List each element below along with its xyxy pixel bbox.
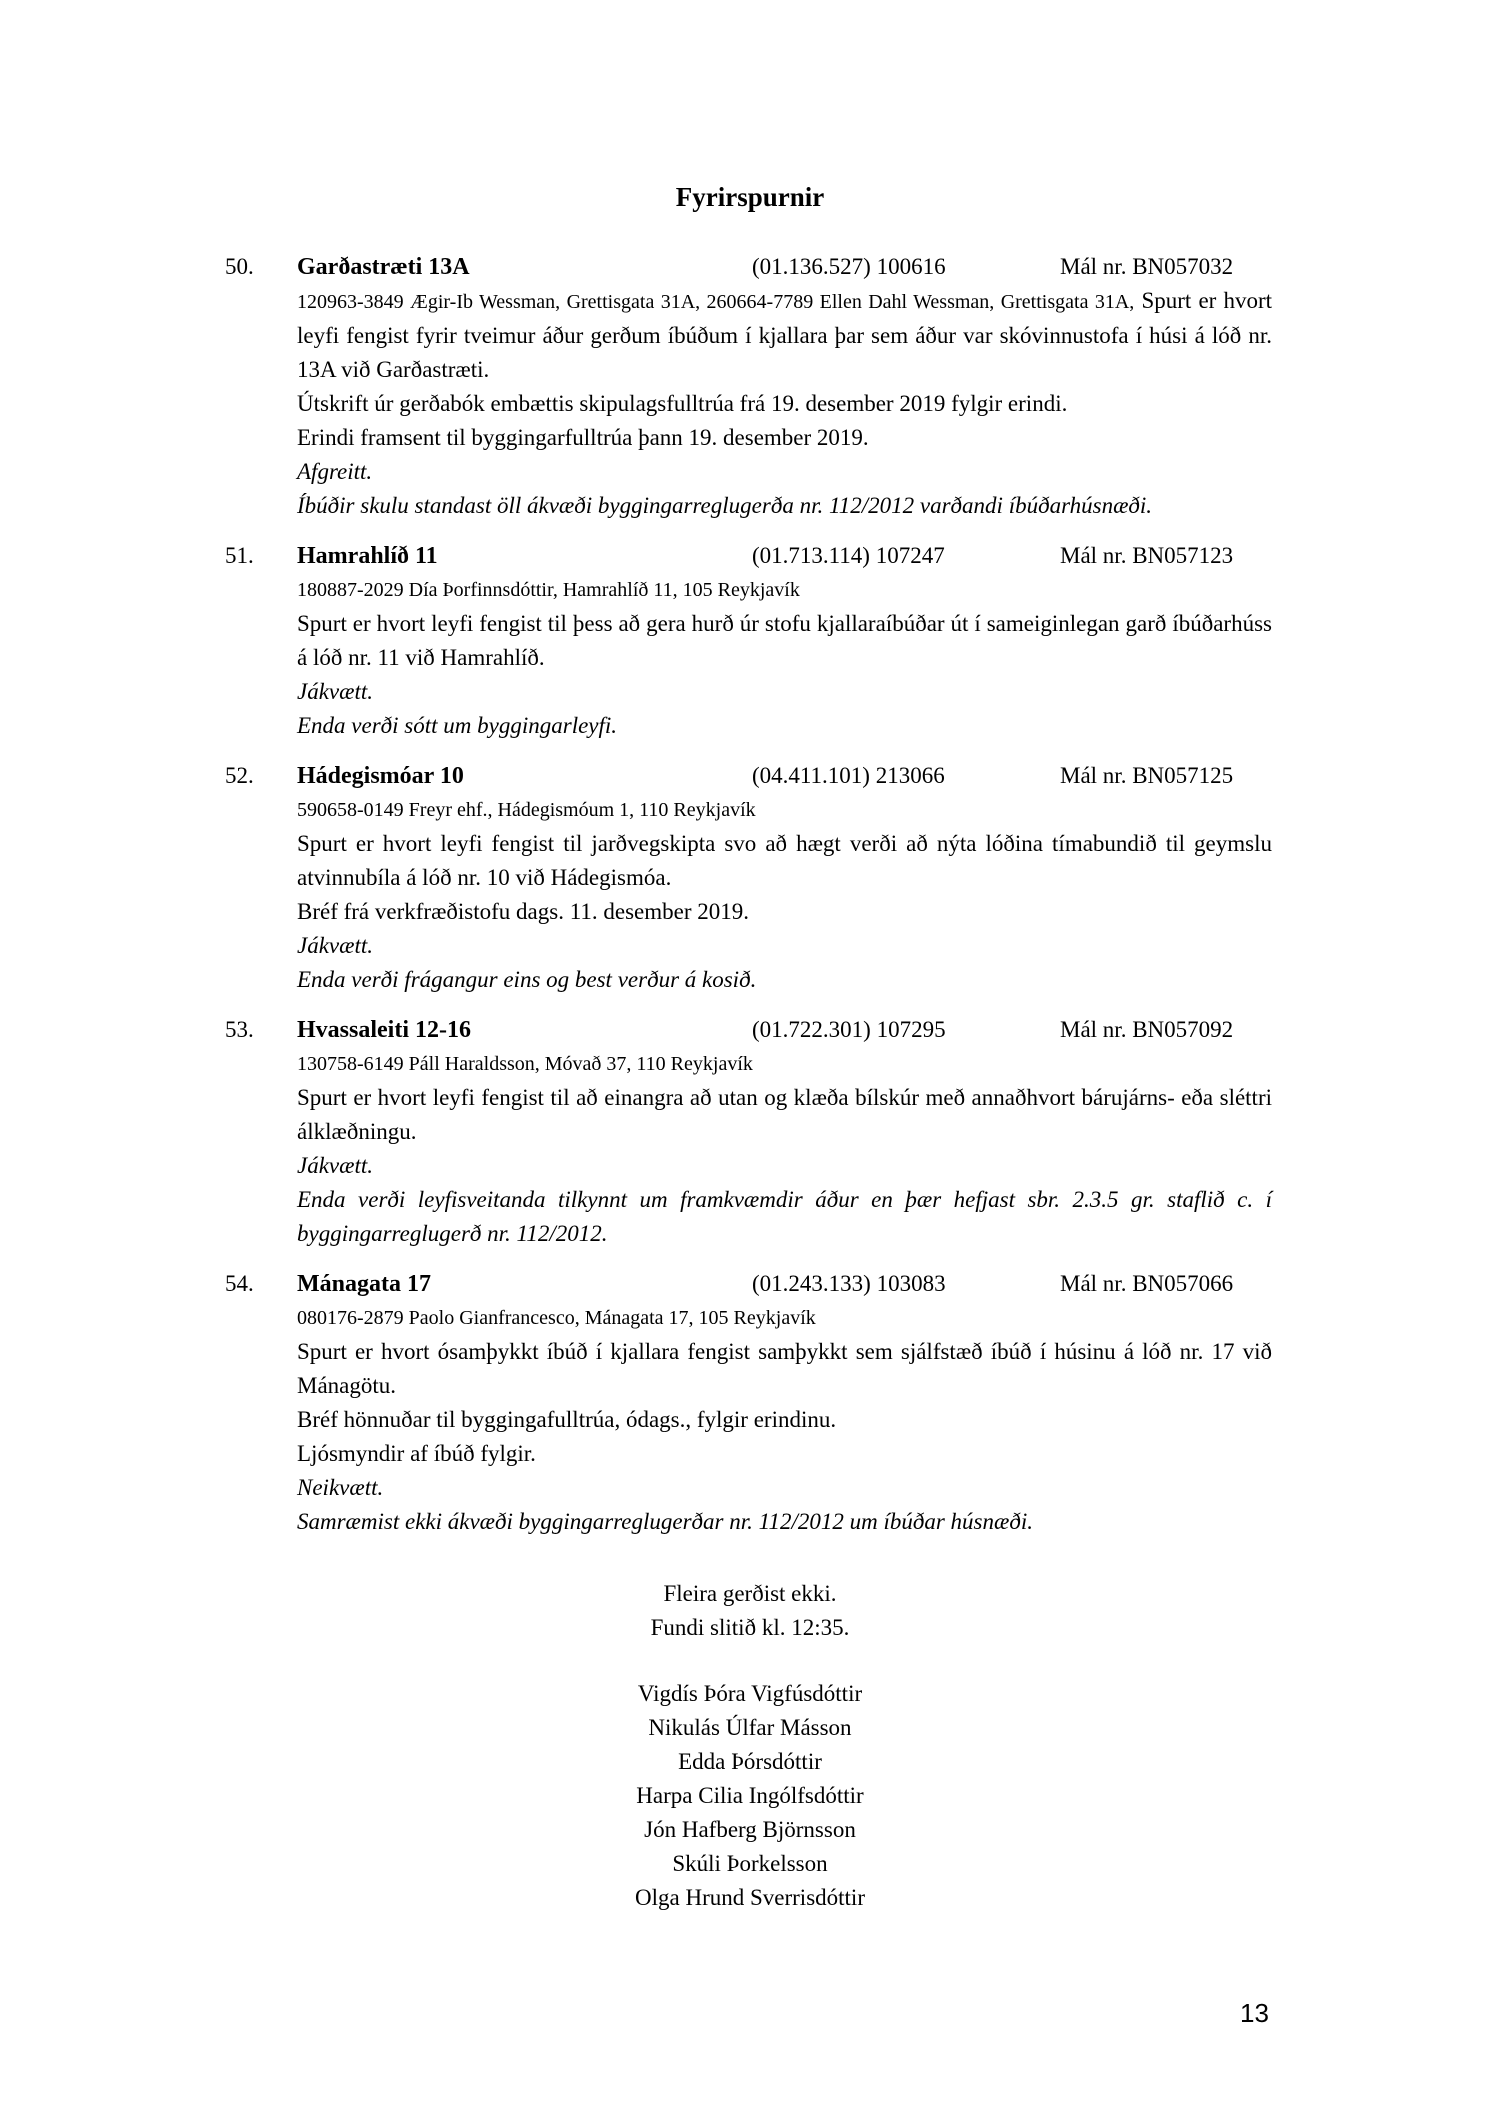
item-number: 51. [225,543,254,568]
item-case-number: Mál nr. BN057123 [1060,543,1234,568]
owner-info: 130758-6149 Páll Haraldsson, Móvað 37, 110 Reykjavík [297,1053,753,1075]
decision-text: Jákvætt. [297,1153,373,1178]
signature-name: Vigdís Þóra Vigfúsdóttir [637,1681,863,1706]
note-text: Útskrift úr gerðabók embættis skipulagsfulltrúa frá 19. desember 2019 fylgir erindi. [297,391,1068,416]
decision-text: Jákvætt. [297,679,373,704]
case-item-body [297,284,1272,523]
decision-note-text: Enda verði frágangur eins og best verður á kosið. [297,967,757,992]
decision-note-text: Enda verði leyfisveitanda tilkynnt um framkvæmdir áður en þær hefjast sbr. 2.3.5 gr. staflið c. í byggingarreglugerð nr. 112/2012. [297,1187,1272,1246]
item-case-number: Mál nr. BN057032 [1060,254,1234,279]
case-item-header [225,250,1272,284]
item-address: Hvassaleiti 12-16 [297,1017,471,1043]
closing-line: Fleira gerðist ekki. [663,1581,837,1606]
signature-list [0,1677,1500,1915]
item-number: 54. [225,1271,254,1296]
case-item-body [297,1301,1272,1539]
query-text: Spurt er hvort leyfi fengist til jarðvegskipta svo að hægt verði að nýta lóðina tímabundið til geymslu atvinnubíla á lóð nr. 10 við Hádegismóa. [297,831,1272,890]
case-item-header [225,759,1272,793]
case-item-50 [225,250,1272,523]
item-code: (01.713.114) 107247 [752,543,945,568]
note-text: Ljósmyndir af íbúð fylgir. [297,1441,536,1466]
decision-text: Afgreitt. [297,459,373,484]
query-text: Spurt er hvort leyfi fengist til að einangra að utan og klæða bílskúr með annaðhvort bárujárns- eða sléttri álklæðningu. [297,1085,1272,1144]
case-item-body [297,1047,1272,1251]
item-address: Hádegismóar 10 [297,763,464,789]
item-address: Garðastræti 13A [297,254,470,280]
item-address: Mánagata 17 [297,1271,431,1297]
note-text: Bréf hönnuðar til byggingafulltrúa, ódags., fylgir erindinu. [297,1407,837,1432]
item-code: (01.722.301) 107295 [752,1017,946,1042]
owner-info: 080176-2879 Paolo Gianfrancesco, Mánagata 17, 105 Reykjavík [297,1307,816,1329]
case-item-51 [225,539,1272,743]
case-item-header [225,539,1272,573]
case-item-53 [225,1013,1272,1251]
signature-name: Nikulás Úlfar Másson [648,1715,852,1740]
query-text: Spurt er hvort ósamþykkt íbúð í kjallara fengist samþykkt sem sjálfstæð íbúð í húsinu á lóð nr. 17 við Mánagötu. [297,1339,1272,1398]
decision-note-text: Íbúðir skulu standast öll ákvæði byggingarreglugerða nr. 112/2012 varðandi íbúðarhúsnæði. [297,493,1153,518]
query-paragraph [297,284,1272,387]
note-text: Erindi framsent til byggingarfulltrúa þann 19. desember 2019. [297,425,869,450]
closing-line: Fundi slitið kl. 12:35. [650,1615,850,1640]
case-item-header [225,1267,1272,1301]
case-item-header [225,1013,1272,1047]
owner-info: 120963-3849 Ægir-Ib Wessman, Grettisgata 31A, 260664-7789 Ellen Dahl Wessman, Grettisgata 31A, [297,291,1135,313]
decision-note-text: Enda verði sótt um byggingarleyfi. [297,713,618,738]
signature-name: Jón Hafberg Björnsson [644,1817,856,1842]
case-items [0,250,1272,1539]
item-case-number: Mál nr. BN057125 [1060,763,1234,788]
signature-name: Olga Hrund Sverrisdóttir [635,1885,865,1910]
case-item-52 [225,759,1272,997]
item-case-number: Mál nr. BN057092 [1060,1017,1234,1042]
item-number: 50. [225,254,254,279]
item-number: 53. [225,1017,254,1042]
closing-section [0,1577,1500,1915]
signature-name: Harpa Cilia Ingólfsdóttir [636,1783,864,1808]
item-number: 52. [225,763,254,788]
item-code: (04.411.101) 213066 [752,763,945,788]
item-case-number: Mál nr. BN057066 [1060,1271,1234,1296]
case-item-54 [225,1267,1272,1539]
owner-info: 590658-0149 Freyr ehf., Hádegismóum 1, 110 Reykjavík [297,799,756,821]
query-text: Spurt er hvort leyfi fengist fyrir tveimur áður gerðum íbúðum í kjallara þar sem áður var skóvinnustofa í húsi á lóð nr. 13A við Garðastræti. [297,288,1273,382]
item-code: (01.136.527) 100616 [752,254,946,279]
case-item-body [297,793,1272,997]
query-text: Spurt er hvort leyfi fengist til þess að gera hurð úr stofu kjallaraíbúðar út í sameiginlegan garð íbúðarhúss á lóð nr. 11 við Hamrahlíð. [297,611,1272,670]
page-number: 13 [1240,1998,1269,2028]
signature-name: Skúli Þorkelsson [672,1851,828,1876]
decision-note-text: Samræmist ekki ákvæði byggingarreglugerðar nr. 112/2012 um íbúðar húsnæði. [297,1509,1033,1534]
case-item-body [297,573,1272,743]
decision-text: Jákvætt. [297,933,373,958]
owner-info: 180887-2029 Día Þorfinnsdóttir, Hamrahlíð 11, 105 Reykjavík [297,579,800,601]
signature-name: Edda Þórsdóttir [678,1749,822,1774]
item-address: Hamrahlíð 11 [297,543,438,569]
page-title: Fyrirspurnir [675,182,825,212]
decision-text: Neikvætt. [297,1475,384,1500]
note-text: Bréf frá verkfræðistofu dags. 11. desember 2019. [297,899,749,924]
item-code: (01.243.133) 103083 [752,1271,946,1296]
